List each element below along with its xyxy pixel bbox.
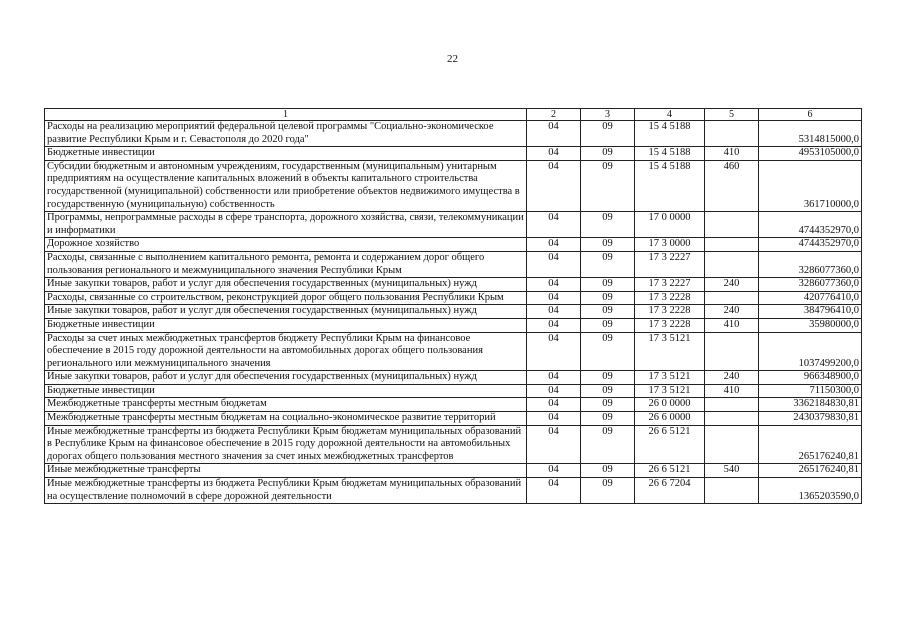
- row-code-cell: 04: [527, 478, 581, 504]
- row-expense-type-cell: [705, 238, 759, 252]
- row-expense-type-cell: [705, 121, 759, 147]
- budget-table: [44, 108, 862, 504]
- row-amount-cell: 420776410,0: [759, 291, 862, 305]
- header-cell: 6: [759, 109, 862, 121]
- row-code-cell: 04: [527, 398, 581, 412]
- table-row: [45, 384, 862, 398]
- table-row: [45, 464, 862, 478]
- row-name-cell: Иные межбюджетные трансферты: [45, 464, 527, 478]
- row-code-cell: 09: [581, 251, 635, 277]
- row-amount-cell: 966348900,0: [759, 371, 862, 385]
- table-row: [45, 371, 862, 385]
- row-code-cell: 04: [527, 425, 581, 464]
- table-row: [45, 318, 862, 332]
- row-amount-cell: 4744352970,0: [759, 238, 862, 252]
- row-name-cell: Иные межбюджетные трансферты из бюджета Республики Крым бюджетам муниципальных образований на осуществление полномочий в сфере дорожной деятельности: [45, 478, 527, 504]
- table-row: [45, 398, 862, 412]
- row-expense-type-cell: 460: [705, 160, 759, 211]
- row-code-cell: 04: [527, 278, 581, 292]
- table-row: [45, 160, 862, 211]
- row-target-code-cell: 17 3 2228: [635, 291, 705, 305]
- table-row: [45, 412, 862, 426]
- row-name-cell: Иные закупки товаров, работ и услуг для обеспечения государственных (муниципальных) нужд: [45, 278, 527, 292]
- row-expense-type-cell: 410: [705, 318, 759, 332]
- row-amount-cell: 384796410,0: [759, 305, 862, 319]
- table-row: [45, 147, 862, 161]
- row-target-code-cell: 17 0 0000: [635, 212, 705, 238]
- row-code-cell: 04: [527, 291, 581, 305]
- row-amount-cell: 5314815000,0: [759, 121, 862, 147]
- row-expense-type-cell: [705, 332, 759, 371]
- row-expense-type-cell: [705, 291, 759, 305]
- row-name-cell: Бюджетные инвестиции: [45, 147, 527, 161]
- row-target-code-cell: 17 3 2227: [635, 251, 705, 277]
- row-code-cell: 09: [581, 278, 635, 292]
- row-code-cell: 04: [527, 305, 581, 319]
- header-cell: 4: [635, 109, 705, 121]
- row-name-cell: Дорожное хозяйство: [45, 238, 527, 252]
- row-code-cell: 09: [581, 412, 635, 426]
- row-name-cell: Бюджетные инвестиции: [45, 318, 527, 332]
- row-target-code-cell: 17 3 5121: [635, 332, 705, 371]
- row-expense-type-cell: [705, 398, 759, 412]
- row-expense-type-cell: [705, 412, 759, 426]
- row-target-code-cell: 17 3 5121: [635, 384, 705, 398]
- row-code-cell: 04: [527, 464, 581, 478]
- page-number: 22: [447, 53, 458, 65]
- row-target-code-cell: 17 3 2228: [635, 305, 705, 319]
- table-row: [45, 425, 862, 464]
- table-row: [45, 332, 862, 371]
- row-code-cell: 09: [581, 121, 635, 147]
- row-code-cell: 04: [527, 147, 581, 161]
- row-name-cell: Расходы, связанные со строительством, реконструкцией дорог общего пользования Республики Крым: [45, 291, 527, 305]
- row-code-cell: 09: [581, 332, 635, 371]
- row-code-cell: 09: [581, 464, 635, 478]
- row-expense-type-cell: 240: [705, 278, 759, 292]
- table-row: [45, 121, 862, 147]
- table-row: [45, 478, 862, 504]
- row-code-cell: 04: [527, 371, 581, 385]
- row-target-code-cell: 26 0 0000: [635, 398, 705, 412]
- row-target-code-cell: 26 6 7204: [635, 478, 705, 504]
- row-code-cell: 09: [581, 384, 635, 398]
- table-row: [45, 238, 862, 252]
- row-target-code-cell: 15 4 5188: [635, 121, 705, 147]
- row-expense-type-cell: [705, 425, 759, 464]
- table-row: [45, 278, 862, 292]
- row-code-cell: 09: [581, 318, 635, 332]
- row-expense-type-cell: [705, 251, 759, 277]
- row-code-cell: 04: [527, 318, 581, 332]
- row-code-cell: 09: [581, 478, 635, 504]
- row-amount-cell: 265176240,81: [759, 464, 862, 478]
- row-name-cell: Иные межбюджетные трансферты из бюджета Республики Крым бюджетам муниципальных образований в Республике Крым на финансовое обеспечение в 2015 году дорожной деятельности на автомобильных дорогах общего пользования местного значения за счет иных межбюджетных трансфертов: [45, 425, 527, 464]
- row-amount-cell: 3286077360,0: [759, 251, 862, 277]
- row-code-cell: 09: [581, 238, 635, 252]
- row-amount-cell: 265176240,81: [759, 425, 862, 464]
- row-name-cell: Субсидии бюджетным и автономным учреждениям, государственным (муниципальным) унитарным предприятиям на осуществление капитальных вложений в объекты капитального строительства государственной (муниципальной) собственности или приобретение объектов недвижимого имущества в государственную (муниципальную) собственность: [45, 160, 527, 211]
- row-target-code-cell: 17 3 2227: [635, 278, 705, 292]
- row-code-cell: 04: [527, 212, 581, 238]
- row-amount-cell: 361710000,0: [759, 160, 862, 211]
- row-amount-cell: 2430379830,81: [759, 412, 862, 426]
- row-name-cell: Программы, непрограммные расходы в сфере транспорта, дорожного хозяйства, связи, телекоммуникации и информатики: [45, 212, 527, 238]
- row-target-code-cell: 26 6 5121: [635, 425, 705, 464]
- row-amount-cell: 4744352970,0: [759, 212, 862, 238]
- row-target-code-cell: 26 6 0000: [635, 412, 705, 426]
- row-amount-cell: 3286077360,0: [759, 278, 862, 292]
- table-row: [45, 251, 862, 277]
- row-name-cell: Расходы на реализацию мероприятий федеральной целевой программы "Социально-экономическое развитие Республики Крым и г. Севастополя до 2020 года": [45, 121, 527, 147]
- row-amount-cell: 4953105000,0: [759, 147, 862, 161]
- row-expense-type-cell: [705, 478, 759, 504]
- row-name-cell: Расходы, связанные с выполнением капитального ремонта, ремонта и содержанием дорог общего пользования регионального и межмуниципального значения Республики Крым: [45, 251, 527, 277]
- row-code-cell: 04: [527, 332, 581, 371]
- row-amount-cell: 3362184830,81: [759, 398, 862, 412]
- row-code-cell: 09: [581, 291, 635, 305]
- row-expense-type-cell: [705, 212, 759, 238]
- row-name-cell: Иные закупки товаров, работ и услуг для обеспечения государственных (муниципальных) нужд: [45, 305, 527, 319]
- row-target-code-cell: 15 4 5188: [635, 160, 705, 211]
- row-name-cell: Бюджетные инвестиции: [45, 384, 527, 398]
- row-code-cell: 04: [527, 121, 581, 147]
- header-cell: 2: [527, 109, 581, 121]
- row-code-cell: 04: [527, 238, 581, 252]
- row-target-code-cell: 26 6 5121: [635, 464, 705, 478]
- header-cell: 1: [45, 109, 527, 121]
- row-code-cell: 04: [527, 251, 581, 277]
- row-expense-type-cell: 410: [705, 147, 759, 161]
- row-code-cell: 04: [527, 384, 581, 398]
- row-name-cell: Расходы за счет иных межбюджетных трансфертов бюджету Республики Крым на финансовое обеспечение в 2015 году дорожной деятельности на автомобильных дорогах общего пользования регионального или межмуниципального значения: [45, 332, 527, 371]
- row-amount-cell: 35980000,0: [759, 318, 862, 332]
- row-target-code-cell: 17 3 2228: [635, 318, 705, 332]
- row-name-cell: Межбюджетные трансферты местным бюджетам: [45, 398, 527, 412]
- row-code-cell: 04: [527, 160, 581, 211]
- row-amount-cell: 1037499200,0: [759, 332, 862, 371]
- header-cell: 3: [581, 109, 635, 121]
- row-code-cell: 09: [581, 305, 635, 319]
- row-name-cell: Иные закупки товаров, работ и услуг для обеспечения государственных (муниципальных) нужд: [45, 371, 527, 385]
- row-name-cell: Межбюджетные трансферты местным бюджетам на социально-экономическое развитие территорий: [45, 412, 527, 426]
- header-cell: 5: [705, 109, 759, 121]
- row-expense-type-cell: 540: [705, 464, 759, 478]
- row-code-cell: 09: [581, 160, 635, 211]
- row-amount-cell: 1365203590,0: [759, 478, 862, 504]
- table-header-row: [45, 109, 862, 121]
- row-expense-type-cell: 240: [705, 305, 759, 319]
- row-expense-type-cell: 410: [705, 384, 759, 398]
- row-target-code-cell: 17 3 5121: [635, 371, 705, 385]
- table-row: [45, 305, 862, 319]
- row-code-cell: 09: [581, 147, 635, 161]
- row-code-cell: 09: [581, 425, 635, 464]
- row-target-code-cell: 15 4 5188: [635, 147, 705, 161]
- row-expense-type-cell: 240: [705, 371, 759, 385]
- row-amount-cell: 71150300,0: [759, 384, 862, 398]
- row-target-code-cell: 17 3 0000: [635, 238, 705, 252]
- row-code-cell: 09: [581, 371, 635, 385]
- table-row: [45, 212, 862, 238]
- table-row: [45, 291, 862, 305]
- row-code-cell: 09: [581, 398, 635, 412]
- row-code-cell: 09: [581, 212, 635, 238]
- row-code-cell: 04: [527, 412, 581, 426]
